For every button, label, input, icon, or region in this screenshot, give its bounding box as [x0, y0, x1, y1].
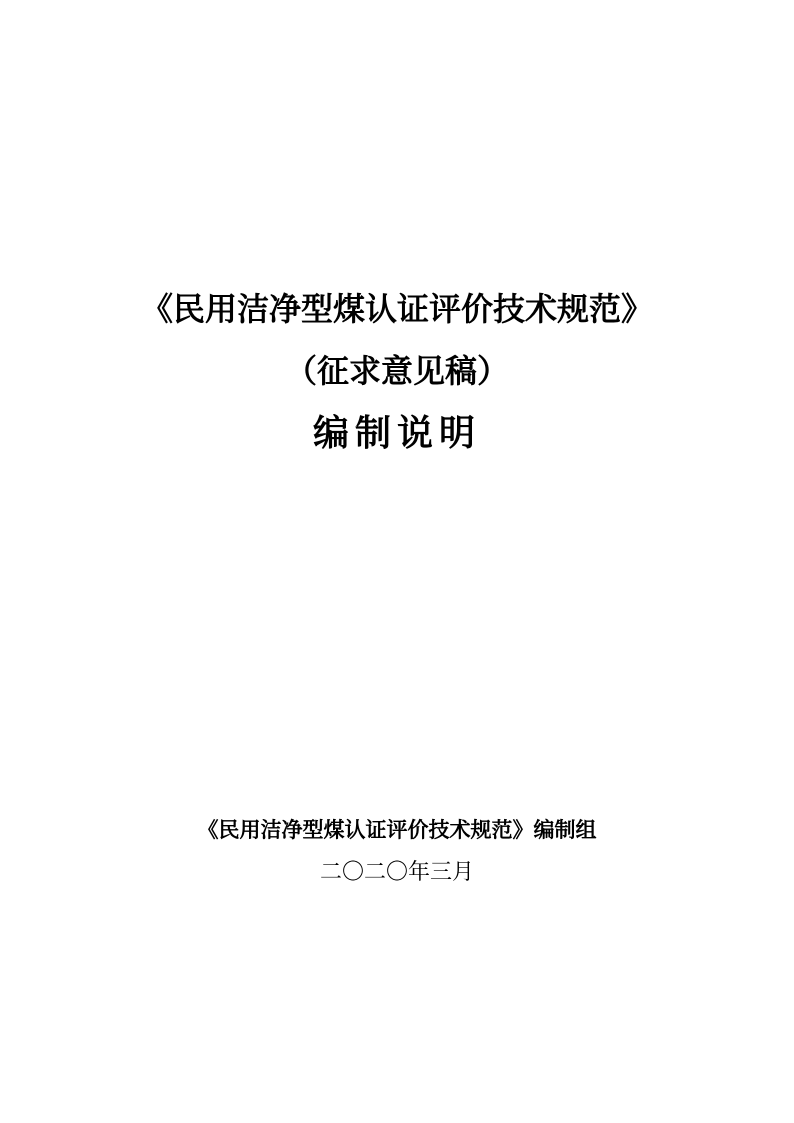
document-title: 《民用洁净型煤认证评价技术规范》: [140, 291, 653, 327]
title-block: [0, 278, 794, 464]
footer-block: [0, 809, 794, 893]
drafting-group-line: 《民用洁净型煤认证评价技术规范》编制组: [197, 818, 597, 842]
date-line: 二〇二〇年三月: [319, 859, 474, 884]
document-subtitle: 编制说明: [312, 412, 481, 453]
draft-status-note: （征求意见稿）: [284, 353, 509, 389]
